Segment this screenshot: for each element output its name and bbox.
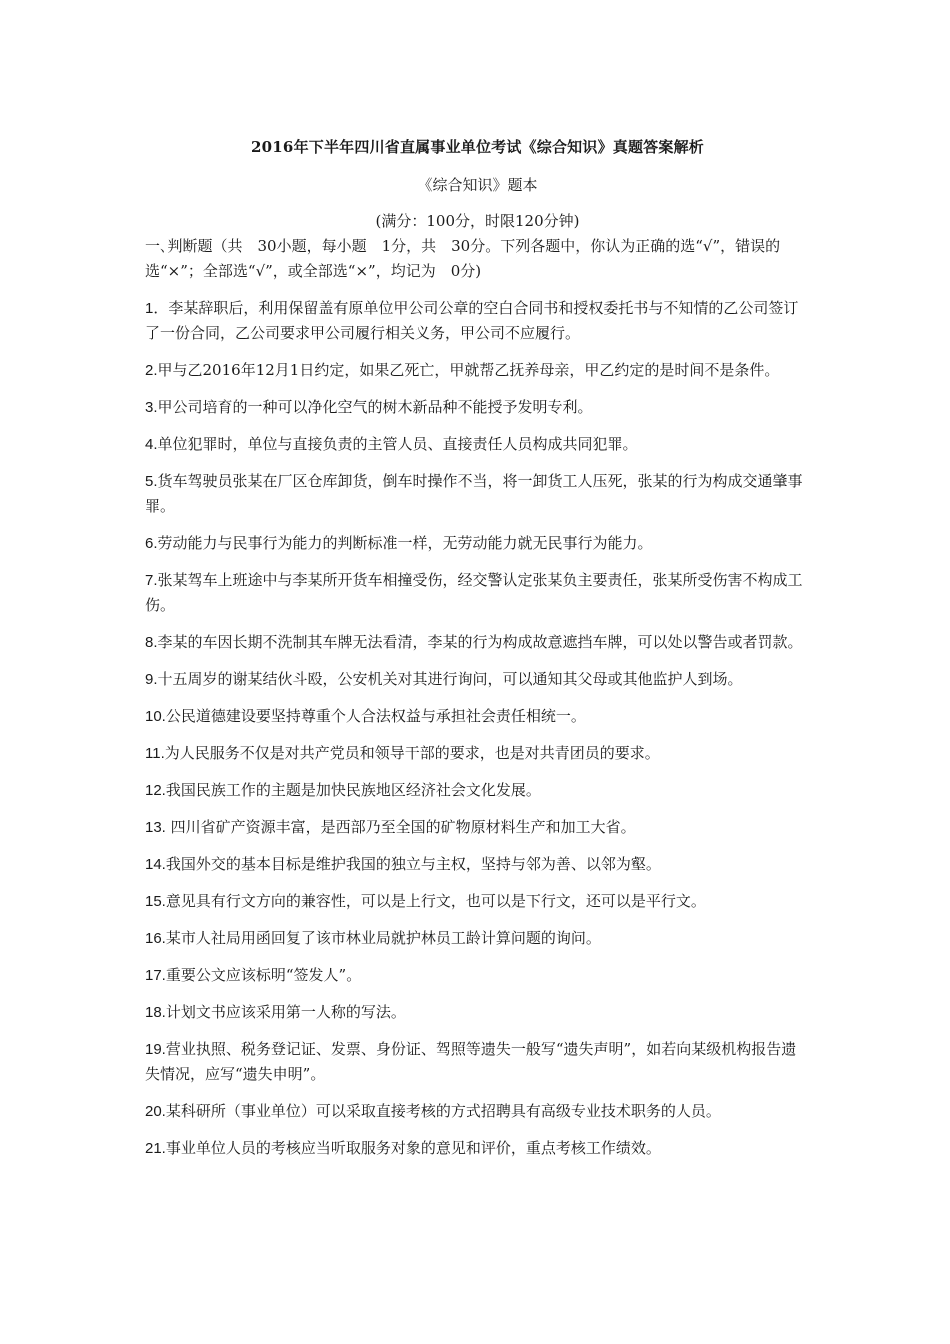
question-item (145, 469, 810, 519)
question-list (145, 296, 810, 1161)
question-number: 14. (145, 856, 166, 873)
question-item (145, 704, 810, 729)
question-text: 重要公文应该标明“签发人”。 (165, 966, 362, 984)
document-page (145, 136, 810, 1173)
question-text: 李某辞职后，利用保留盖有原单位甲公司公章的空白合同书和授权委托书与不知情的乙公司签订了一份合同，乙公司要求甲公司履行相关义务，甲公司不应履行。 (145, 299, 799, 342)
question-text: 甲与乙2016年12月1日约定，如果乙死亡，甲就帮乙抚养母亲，甲乙约定的是时间不是条件。 (157, 361, 780, 379)
question-item (145, 741, 810, 766)
question-text: 十五周岁的谢某结伙斗殴，公安机关对其进行询问，可以通知其父母或其他监护人到场。 (157, 670, 743, 688)
question-number: 5. (145, 473, 158, 490)
question-text: 事业单位人员的考核应当听取服务对象的意见和评价，重点考核工作绩效。 (165, 1139, 661, 1157)
question-item (145, 630, 810, 655)
question-number: 16. (145, 930, 166, 947)
document-title: 2016年下半年四川省直属事业单位考试《综合知识》真题答案解析 (251, 138, 704, 156)
question-item (145, 889, 810, 914)
question-item (145, 1136, 810, 1161)
question-text: 我国民族工作的主题是加快民族地区经济社会文化发展。 (165, 781, 541, 799)
question-text: 公民道德建设要坚持尊重个人合法权益与承担社会责任相统一。 (165, 707, 586, 725)
question-number: 11. (145, 745, 165, 762)
question-number: 20. (145, 1103, 166, 1120)
question-item (145, 1099, 810, 1124)
question-text: 我国外交的基本目标是维护我国的独立与主权，坚持与邻为善、以邻为壑。 (165, 855, 661, 873)
question-number: 21. (145, 1140, 166, 1157)
question-item (145, 296, 810, 346)
question-text: 货车驾驶员张某在厂区仓库卸货，倒车时操作不当，将一卸货工人压死，张某的行为构成交通肇事罪。 (145, 472, 803, 515)
question-number: 17. (145, 967, 166, 984)
question-item (145, 963, 810, 988)
question-number: 3. (145, 399, 158, 416)
question-item (145, 568, 810, 618)
question-text: 为人民服务不仅是对共产党员和领导干部的要求，也是对共青团员的要求。 (164, 744, 660, 762)
question-text: 营业执照、税务登记证、发票、身份证、驾照等遗失一般写“遗失声明”，如若向某级机构报告遗失情况，应写“遗失申明”。 (145, 1040, 797, 1083)
question-text: 李某的车因长期不洗制其车牌无法看清，李某的行为构成故意遮挡车牌，可以处以警告或者罚款。 (157, 633, 803, 651)
exam-meta: (满分：100分，时限120分钟) (375, 212, 580, 230)
question-item (145, 531, 810, 556)
question-text: 某科研所（事业单位）可以采取直接考核的方式招聘具有高级专业技术职务的人员。 (165, 1102, 721, 1120)
question-item (145, 926, 810, 951)
question-text: 劳动能力与民事行为能力的判断标准一样，无劳动能力就无民事行为能力。 (157, 534, 653, 552)
question-number: 8. (145, 634, 158, 651)
question-number: 4. (145, 436, 158, 453)
question-number: 18. (145, 1004, 166, 1021)
question-item (145, 1000, 810, 1025)
question-item (145, 358, 810, 383)
question-number: 6. (145, 535, 158, 552)
question-number: 2. (145, 362, 158, 379)
question-text: 张某驾车上班途中与李某所开货车相撞受伤，经交警认定张某负主要责任，张某所受伤害不构成工伤。 (145, 571, 803, 614)
question-item (145, 815, 810, 840)
question-text: 某市人社局用函回复了该市林业局就护林员工龄计算问题的询问。 (165, 929, 601, 947)
question-number: 7. (145, 572, 158, 589)
question-item (145, 667, 810, 692)
question-number: 13. (145, 819, 166, 836)
question-number: 12. (145, 782, 166, 799)
question-text: 四川省矿产资源丰富，是西部乃至全国的矿物原材料生产和加工大省。 (165, 818, 636, 836)
question-item (145, 395, 810, 420)
question-number: 1． (145, 300, 169, 317)
question-text: 甲公司培育的一种可以净化空气的树木新品种不能授予发明专利。 (157, 398, 593, 416)
question-number: 10. (145, 708, 166, 725)
question-item (145, 778, 810, 803)
question-item (145, 1037, 810, 1087)
question-item (145, 852, 810, 877)
question-item (145, 432, 810, 457)
question-text: 意见具有行文方向的兼容性，可以是上行文，也可以是下行文，还可以是平行文。 (165, 892, 706, 910)
question-number: 19. (145, 1041, 166, 1058)
question-text: 计划文书应该采用第一人称的写法。 (165, 1003, 406, 1021)
document-subtitle: 《综合知识》题本 (417, 176, 538, 194)
question-number: 15. (145, 893, 166, 910)
question-number: 9. (145, 671, 158, 688)
question-text: 单位犯罪时，单位与直接负责的主管人员、直接责任人员构成共同犯罪。 (157, 435, 638, 453)
section-heading: 一､判断题（共 30小题，每小题 1分，共 30分。下列各题中，你认为正确的选“√”，错误的选“×”；全部选“√”，或全部选“×”，均记为 0分) (145, 237, 781, 280)
